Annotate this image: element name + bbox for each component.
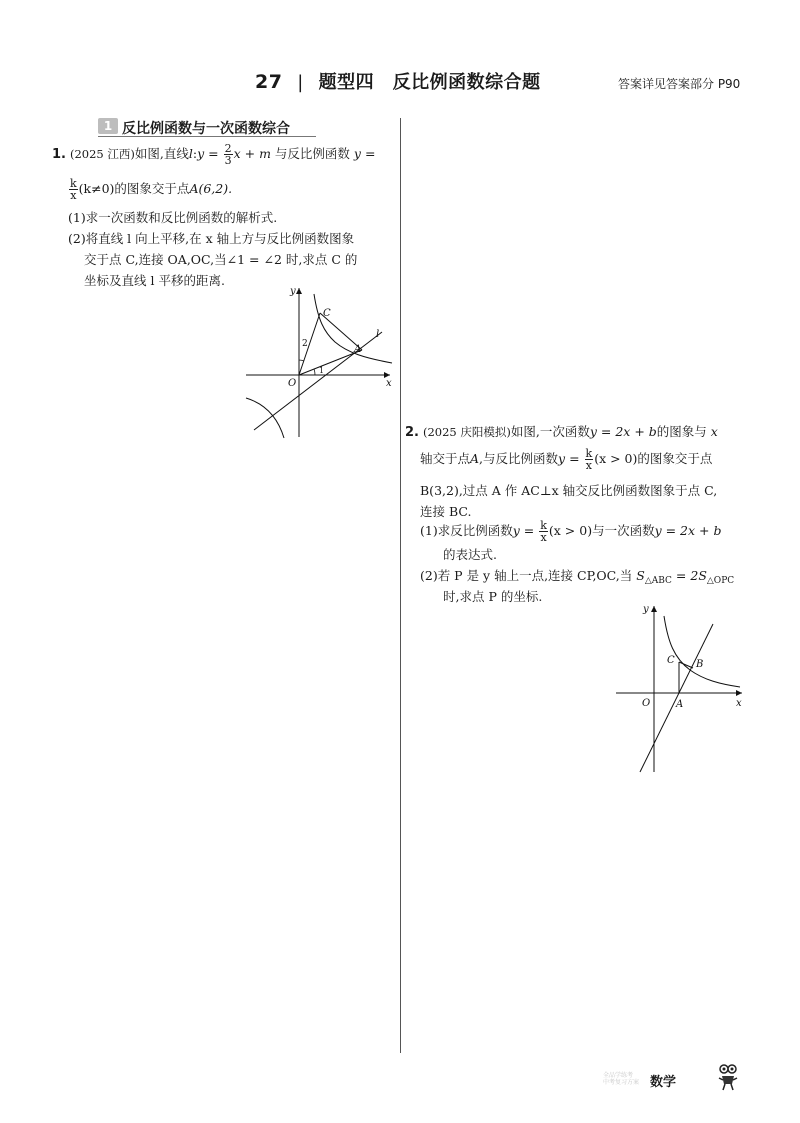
q2-text-4: ,与反比例函数 <box>479 451 559 466</box>
q2-x-arrow-icon <box>736 690 742 696</box>
q1-expr: x + m <box>233 146 271 161</box>
footer-subject: 数学 <box>650 1075 677 1090</box>
q1-fraction-2-3 <box>224 143 233 166</box>
footer-publisher-line1: 全品学练考 <box>603 1072 634 1079</box>
q1-var-y2: y <box>353 146 361 161</box>
q1-figure <box>240 280 400 440</box>
q2-label-b: B <box>696 659 704 670</box>
q2-part2-sub-abc: △ABC <box>644 576 672 586</box>
chapter-title: 题型四 反比例函数综合题 <box>318 72 541 93</box>
q2-part2-line2: 时,求点 P 的坐标. <box>443 589 543 604</box>
q2-y-arrow-icon <box>651 606 657 612</box>
q1-equals: = <box>208 146 219 161</box>
q2-text: 如图,一次函数 <box>510 424 590 439</box>
q1-frac2-denominator: x <box>70 189 77 202</box>
q1-part2-line3: 坐标及直线 l 平移的距离. <box>84 273 225 288</box>
q1-line-l <box>254 332 382 430</box>
q2-line3: B(3,2),过点 A 作 AC⊥x 轴交反比例函数图象于点 C, <box>420 483 718 498</box>
q2-label-x: x <box>736 698 742 709</box>
q2-part2-eq: = 2S <box>675 568 707 583</box>
q1-fraction-k-x <box>69 178 78 201</box>
q1-angle-1-mark <box>314 369 315 375</box>
q1-label-c: C <box>323 308 331 319</box>
q1-line2 <box>68 178 232 201</box>
q1-part2-line2: 交于点 C,连接 OA,OC,当∠1 = ∠2 时,求点 C 的 <box>84 252 358 267</box>
footer-publisher <box>603 1072 639 1086</box>
q2-text-3: 轴交于点 <box>420 451 471 466</box>
q2-part2-s: S <box>636 568 645 583</box>
q1-source: (2025 江西) <box>69 147 135 161</box>
q2-part1 <box>420 520 722 543</box>
q2-text-5: (x > 0)的图象交于点 <box>594 451 713 466</box>
q2-number: 2. <box>405 425 419 440</box>
q1-label-l: l <box>376 329 380 340</box>
q1-label-o: O <box>288 378 297 389</box>
q1-label-x: x <box>386 378 392 389</box>
q1-colon: : <box>192 146 198 161</box>
chapter-number: 27 <box>255 71 283 93</box>
q1-text: 如图,直线 <box>134 146 189 161</box>
q1-label-y: y <box>290 286 296 297</box>
q1-hyperbola-left <box>246 398 284 438</box>
q1-frac2-numerator: k <box>70 177 77 190</box>
q1-label-angle-2: 2 <box>302 339 308 349</box>
q2-line2 <box>420 448 712 471</box>
q1-point-a: A(6,2). <box>189 181 233 196</box>
mascot-icon <box>716 1062 740 1092</box>
q2-part1-frac-denominator: x <box>540 531 547 544</box>
q2-hyperbola <box>664 616 740 687</box>
q2-var-x: x <box>710 424 718 439</box>
q2-linear-expr: y = 2x + b <box>589 424 657 439</box>
q1-angle-2-mark <box>299 360 304 361</box>
q2-part1-y: y = <box>512 523 535 538</box>
page-title <box>255 68 541 94</box>
q2-part1-text-2: (x > 0)与一次函数 <box>548 523 655 538</box>
q1-y-arrow-icon <box>296 288 302 294</box>
q2-part1-text: (1)求反比例函数 <box>420 523 513 538</box>
q1-part2-line1: (2)将直线 l 向上平移,在 x 轴上方与反比例函数图象 <box>68 231 355 246</box>
q2-source: (2025 庆阳模拟) <box>422 425 511 439</box>
q1-number: 1. <box>52 147 66 162</box>
q2-var-y: y = <box>558 451 580 466</box>
q2-label-c: C <box>667 655 675 666</box>
q2-fraction-k-x <box>585 448 594 471</box>
footer-publisher-line2: 中考复习方案 <box>603 1079 640 1086</box>
q2-label-a: A <box>676 699 684 710</box>
q1-var-l: l <box>188 146 193 161</box>
q1-frac-numerator: 2 <box>224 142 232 155</box>
q1-label-a: A <box>354 344 362 355</box>
q1-line1 <box>52 143 375 166</box>
section-badge: 1 <box>98 118 118 134</box>
q2-label-y: y <box>643 604 649 615</box>
q2-text-2: 的图象与 <box>656 424 707 439</box>
column-divider <box>400 118 401 1053</box>
q2-part1-fraction <box>539 520 548 543</box>
q2-part2-sub-opc: △OPC <box>706 576 735 586</box>
q2-frac-numerator: k <box>585 447 593 460</box>
q1-label-angle-1: 1 <box>319 366 325 375</box>
q2-line1 <box>405 421 718 444</box>
q2-part1-expr: y = 2x + b <box>654 523 722 538</box>
q1-frac-denominator: 3 <box>224 154 232 167</box>
q1-text-3: (k≠0)的图象交于点 <box>78 181 190 196</box>
q2-point-a: A <box>470 451 480 466</box>
q2-part1-line2: 的表达式. <box>443 547 497 562</box>
q2-part1-frac-numerator: k <box>540 519 547 532</box>
q2-label-o: O <box>642 698 651 709</box>
q2-figure <box>612 600 747 775</box>
q1-equals-2: = <box>364 146 376 161</box>
q1-hyperbola-right <box>314 294 392 363</box>
q2-part2-text: (2)若 P 是 y 轴上一点,连接 CP,OC,当 <box>420 568 633 583</box>
title-separator: | <box>297 72 304 93</box>
q1-var-y: y <box>197 146 205 161</box>
q2-linear-line <box>640 624 713 772</box>
q1-text-2: 与反比例函数 <box>274 146 350 161</box>
answer-reference: 答案详见答案部分 P90 <box>618 77 741 91</box>
section-title: 反比例函数与一次函数综合 <box>122 121 290 137</box>
q2-line4: 连接 BC. <box>420 504 472 519</box>
section-heading <box>98 118 316 137</box>
q1-part1: (1)求一次函数和反比例函数的解析式. <box>68 210 278 225</box>
q2-frac-denominator: x <box>585 459 592 472</box>
